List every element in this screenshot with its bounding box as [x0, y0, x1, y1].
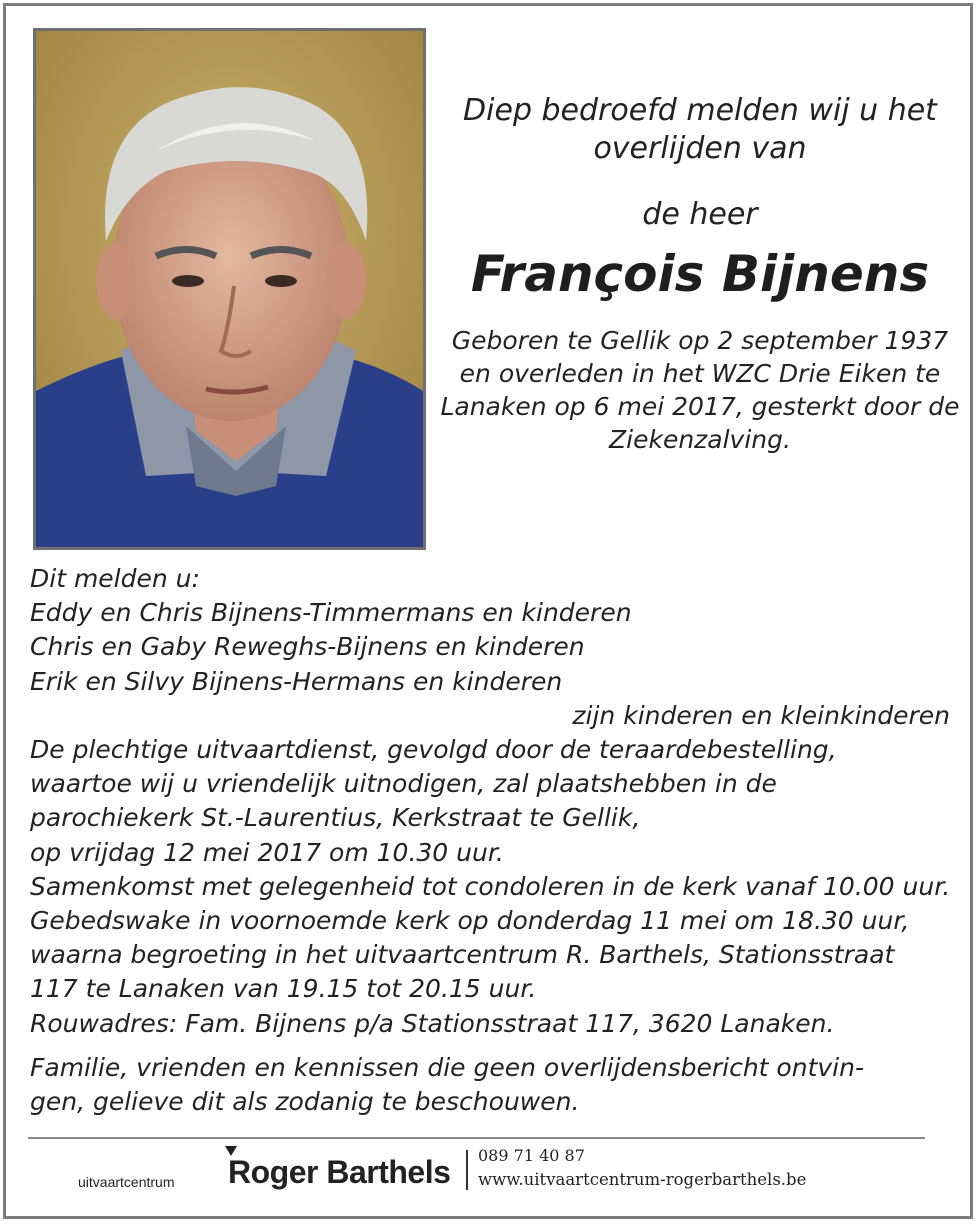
deceased-name: François Bijnens	[470, 245, 930, 303]
footer-separator	[466, 1150, 468, 1190]
portrait-photo	[33, 28, 426, 550]
body-line: Dit melden u:	[30, 564, 200, 593]
body-line: gen, gelieve dit als zodanig te beschouwen.	[30, 1087, 580, 1117]
body-line: Chris en Gaby Reweghs-Bijnens en kinderen	[30, 632, 585, 662]
divider	[28, 1137, 925, 1139]
body-line: waartoe wij u vriendelijk uitnodigen, zal plaatshebben in de	[30, 769, 777, 799]
body-line: waarna begroeting in het uitvaartcentrum R. Barthels, Stationsstraat	[30, 940, 895, 970]
footer-website: www.uitvaartcentrum-rogerbarthels.be	[478, 1170, 807, 1189]
footer-phone: 089 71 40 87	[478, 1146, 585, 1165]
body-line: Familie, vrienden en kennissen die geen overlijdensbericht ontvin-	[30, 1052, 864, 1082]
footer-brand: Roger Barthels	[228, 1154, 451, 1190]
body-line: Erik en Silvy Bijnens-Hermans en kinderen	[30, 666, 563, 696]
body-line: zijn kinderen en kleinkinderen	[572, 700, 950, 730]
body-line: De plechtige uitvaartdienst, gevolgd door de teraardebestelling,	[30, 735, 837, 765]
body-line: op vrijdag 12 mei 2017 om 10.30 uur.	[30, 837, 504, 867]
body-line: 117 te Lanaken van 19.15 tot 20.15 uur.	[30, 974, 537, 1004]
announcement-body	[30, 562, 970, 1119]
body-line: Eddy en Chris Bijnens-Timmermans en kinderen	[30, 598, 632, 628]
body-line: parochiekerk St.-Laurentius, Kerkstraat te Gellik,	[30, 803, 641, 833]
footer-prefix: uitvaartcentrum	[78, 1174, 175, 1190]
title-text: de heer	[642, 197, 758, 232]
portrait-illustration	[36, 31, 423, 547]
body-line: Gebedswake in voornoemde kerk op donderdag 11 mei om 18.30 uur,	[30, 906, 910, 936]
body-line: Rouwadres: Fam. Bijnens p/a Stationsstraat 117, 3620 Lanaken.	[30, 1008, 835, 1038]
body-line: Samenkomst met gelegenheid tot condoleren in de kerk vanaf 10.00 uur.	[30, 871, 951, 901]
footer-logo	[78, 1144, 898, 1196]
announcement-header	[440, 92, 960, 456]
birth-death-text: Geboren te Gellik op 2 september 1937 en overleden in het WZC Drie Eiken te Lanaken op 6 mei 2017, gesterkt door de Ziekenzalving.	[440, 326, 960, 454]
intro-text: Diep bedroefd melden wij u het overlijden van	[463, 93, 937, 166]
